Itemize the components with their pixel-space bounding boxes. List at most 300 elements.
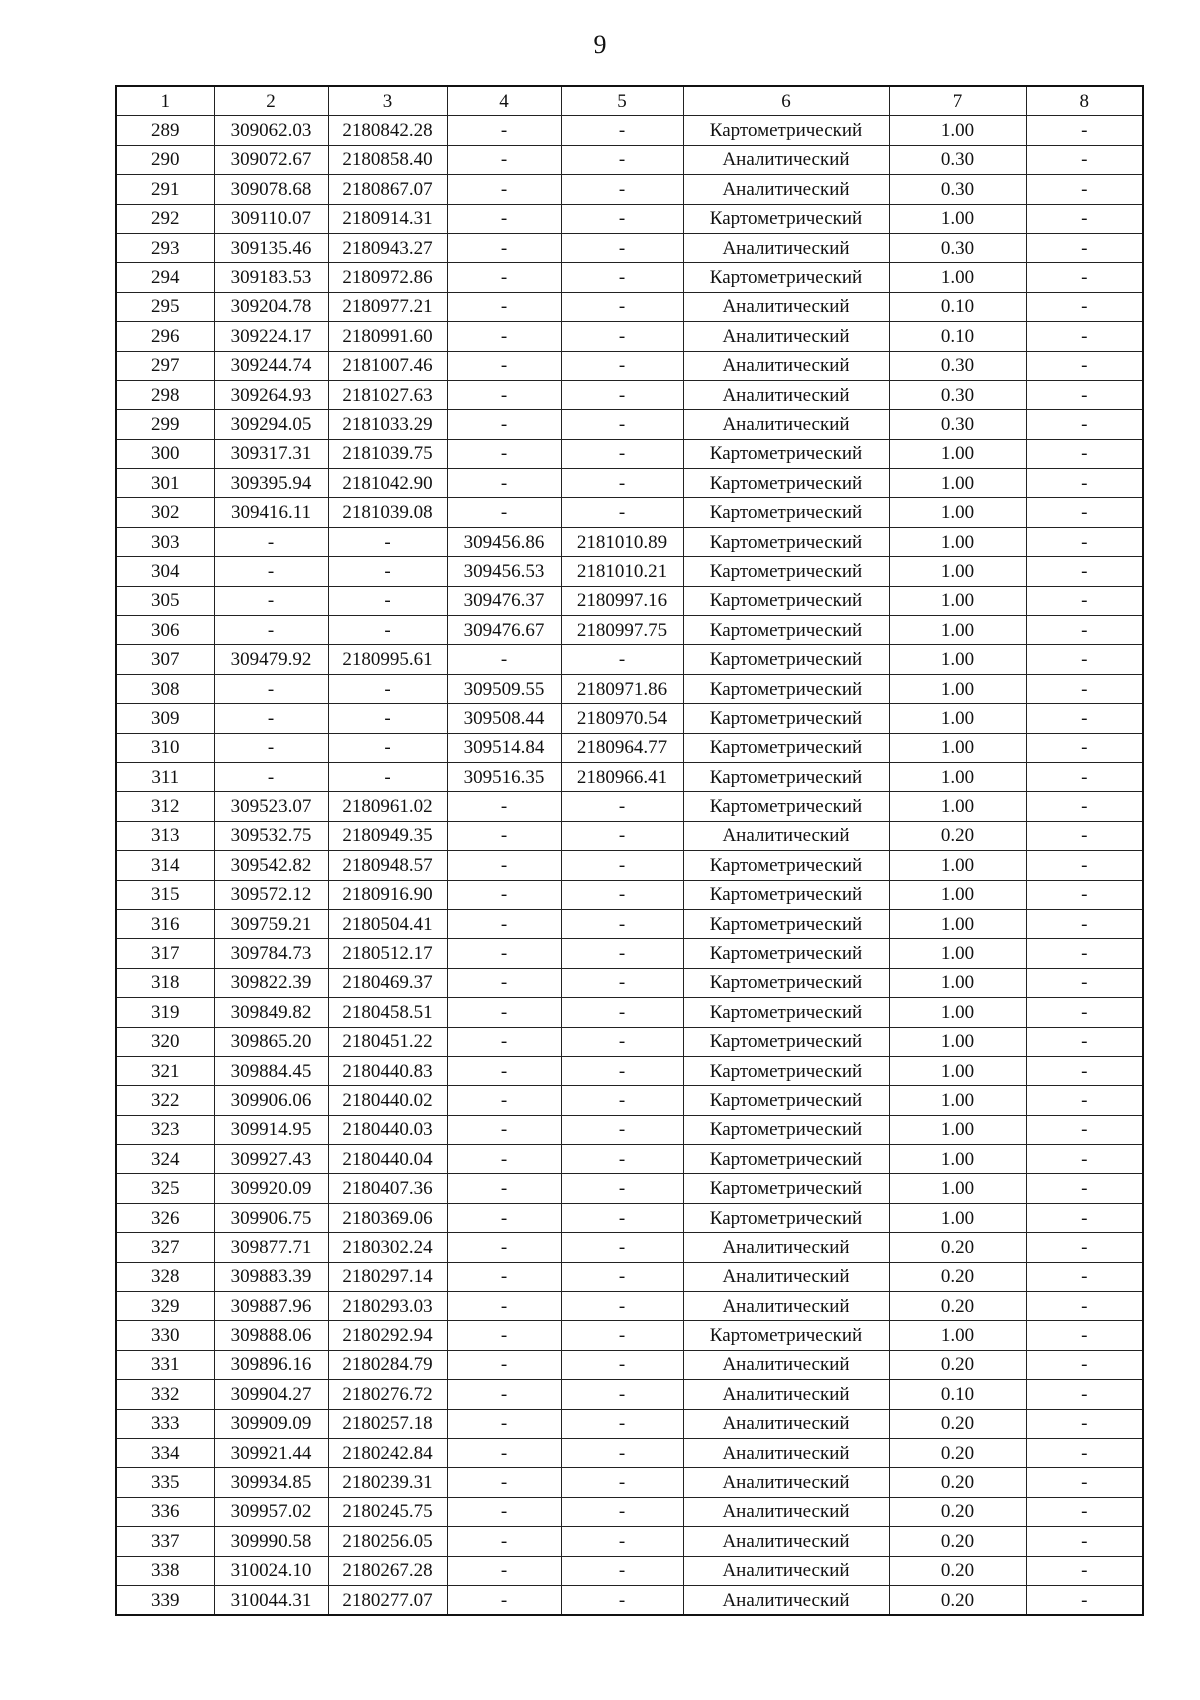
table-cell: 0.30 (889, 233, 1026, 262)
table-cell: 2180970.54 (561, 704, 683, 733)
table-cell: - (447, 821, 561, 850)
table-cell: Картометрический (683, 998, 889, 1027)
table-cell: Аналитический (683, 233, 889, 262)
table-cell: Картометрический (683, 704, 889, 733)
table-cell: - (447, 1056, 561, 1085)
table-cell: - (561, 909, 683, 938)
table-cell: - (1026, 1203, 1143, 1232)
table-cell: - (1026, 704, 1143, 733)
table-cell: - (447, 410, 561, 439)
table-cell: 0.20 (889, 1350, 1026, 1379)
table-cell: - (447, 851, 561, 880)
table-cell: 297 (116, 351, 214, 380)
table-cell: 309906.75 (214, 1203, 328, 1232)
table-row (116, 204, 1143, 233)
table-cell: 322 (116, 1086, 214, 1115)
column-header: 6 (683, 86, 889, 116)
table-cell: 1.00 (889, 527, 1026, 556)
table-row (116, 263, 1143, 292)
table-cell: - (561, 792, 683, 821)
table-cell: Аналитический (683, 1585, 889, 1615)
table-cell: 1.00 (889, 557, 1026, 586)
table-cell: 0.30 (889, 380, 1026, 409)
table-cell: Картометрический (683, 1115, 889, 1144)
table-cell: 2181039.75 (328, 439, 447, 468)
table-row (116, 439, 1143, 468)
table-cell: Аналитический (683, 175, 889, 204)
table-cell: - (447, 263, 561, 292)
table-row (116, 704, 1143, 733)
table-cell: - (1026, 1292, 1143, 1321)
table-cell: 291 (116, 175, 214, 204)
table-cell: 2180284.79 (328, 1350, 447, 1379)
table-cell: 309957.02 (214, 1497, 328, 1526)
table-cell: - (447, 145, 561, 174)
table-cell: 304 (116, 557, 214, 586)
table-cell: 303 (116, 527, 214, 556)
table-cell: - (561, 410, 683, 439)
table-cell: - (447, 1115, 561, 1144)
table-cell: Аналитический (683, 1262, 889, 1291)
table-cell: - (1026, 557, 1143, 586)
table-cell: 1.00 (889, 645, 1026, 674)
table-cell: 2180293.03 (328, 1292, 447, 1321)
table-cell: Аналитический (683, 292, 889, 321)
table-cell: - (561, 1468, 683, 1497)
table-row (116, 1292, 1143, 1321)
table-cell: 309110.07 (214, 204, 328, 233)
table-cell: Картометрический (683, 616, 889, 645)
table-cell: 2180440.83 (328, 1056, 447, 1085)
table-row (116, 880, 1143, 909)
table-cell: - (1026, 1056, 1143, 1085)
table-cell: Аналитический (683, 380, 889, 409)
table-cell: 2180995.61 (328, 645, 447, 674)
table-cell: 2181027.63 (328, 380, 447, 409)
table-cell: 1.00 (889, 204, 1026, 233)
table-cell: 309906.06 (214, 1086, 328, 1115)
table-cell: 2180966.41 (561, 762, 683, 791)
table-cell: 0.30 (889, 175, 1026, 204)
table-cell: - (561, 1409, 683, 1438)
table-cell: - (1026, 674, 1143, 703)
table-cell: 2180267.28 (328, 1556, 447, 1585)
table-cell: 1.00 (889, 1321, 1026, 1350)
table-cell: 325 (116, 1174, 214, 1203)
table-cell: 309078.68 (214, 175, 328, 204)
table-cell: - (1026, 145, 1143, 174)
table-cell: 1.00 (889, 939, 1026, 968)
table-cell: - (561, 1292, 683, 1321)
table-row (116, 1115, 1143, 1144)
table-cell: Аналитический (683, 1556, 889, 1585)
table-cell: 309456.53 (447, 557, 561, 586)
table-cell: 0.10 (889, 322, 1026, 351)
table-cell: Аналитический (683, 1497, 889, 1526)
table-cell: 309572.12 (214, 880, 328, 909)
table-row (116, 145, 1143, 174)
table-cell: 0.30 (889, 145, 1026, 174)
table-cell: 310044.31 (214, 1585, 328, 1615)
table-cell: - (1026, 116, 1143, 145)
table-cell: 309877.71 (214, 1233, 328, 1262)
table-cell: - (447, 1145, 561, 1174)
table-cell: 309317.31 (214, 439, 328, 468)
table-cell: - (447, 204, 561, 233)
table-cell: - (328, 557, 447, 586)
table-cell: - (447, 469, 561, 498)
table-row (116, 351, 1143, 380)
table-cell: - (1026, 175, 1143, 204)
table-cell: - (561, 1027, 683, 1056)
table-cell: 309508.44 (447, 704, 561, 733)
table-cell: - (1026, 233, 1143, 262)
table-cell: 309927.43 (214, 1145, 328, 1174)
table-cell: - (1026, 851, 1143, 880)
table-cell: 2180277.07 (328, 1585, 447, 1615)
table-cell: 309 (116, 704, 214, 733)
table-cell: Картометрический (683, 439, 889, 468)
table-cell: 309509.55 (447, 674, 561, 703)
table-cell: 333 (116, 1409, 214, 1438)
table-cell: 0.20 (889, 1527, 1026, 1556)
table-cell: 293 (116, 233, 214, 262)
table-cell: - (561, 1115, 683, 1144)
table-cell: - (447, 1086, 561, 1115)
table-cell: 0.30 (889, 410, 1026, 439)
table-cell: - (1026, 880, 1143, 909)
table-cell: 2181007.46 (328, 351, 447, 380)
table-row (116, 968, 1143, 997)
table-cell: 1.00 (889, 792, 1026, 821)
table-cell: Картометрический (683, 674, 889, 703)
table-cell: 309904.27 (214, 1380, 328, 1409)
table-cell: 298 (116, 380, 214, 409)
table-cell: - (1026, 1350, 1143, 1379)
table-row (116, 645, 1143, 674)
table-cell: - (561, 145, 683, 174)
table-cell: 301 (116, 469, 214, 498)
table-cell: - (447, 1174, 561, 1203)
table-cell: Картометрический (683, 498, 889, 527)
table-cell: 2180997.16 (561, 586, 683, 615)
table-cell: - (447, 645, 561, 674)
table-cell: 0.20 (889, 1262, 1026, 1291)
table-cell: - (561, 1174, 683, 1203)
table-cell: - (1026, 1115, 1143, 1144)
table-cell: Картометрический (683, 1027, 889, 1056)
table-cell: 1.00 (889, 1056, 1026, 1085)
table-row (116, 469, 1143, 498)
table-cell: Аналитический (683, 1380, 889, 1409)
table-cell: - (561, 1321, 683, 1350)
table-cell: Картометрический (683, 1145, 889, 1174)
column-header: 1 (116, 86, 214, 116)
table-cell: 1.00 (889, 263, 1026, 292)
table-cell: - (1026, 1438, 1143, 1467)
table-cell: Картометрический (683, 557, 889, 586)
coordinates-table (115, 85, 1144, 1616)
table-row (116, 1350, 1143, 1379)
table-row (116, 1321, 1143, 1350)
table-cell: Картометрический (683, 1086, 889, 1115)
table-cell: 309395.94 (214, 469, 328, 498)
table-cell: Картометрический (683, 851, 889, 880)
table-cell: - (1026, 1497, 1143, 1526)
column-header: 5 (561, 86, 683, 116)
table-cell: 2180948.57 (328, 851, 447, 880)
table-cell: 2180292.94 (328, 1321, 447, 1350)
table-cell: - (328, 674, 447, 703)
table-cell: - (447, 968, 561, 997)
table-cell: 1.00 (889, 1203, 1026, 1232)
table-cell: Аналитический (683, 1350, 889, 1379)
table-cell: 309456.86 (447, 527, 561, 556)
table-cell: - (328, 586, 447, 615)
table-cell: - (447, 1292, 561, 1321)
table-cell: 2180440.04 (328, 1145, 447, 1174)
table-cell: 309294.05 (214, 410, 328, 439)
table-cell: - (1026, 1527, 1143, 1556)
table-cell: 311 (116, 762, 214, 791)
table-cell: - (447, 322, 561, 351)
table-row (116, 116, 1143, 145)
table-cell: 309264.93 (214, 380, 328, 409)
table-cell: - (561, 851, 683, 880)
table-row (116, 1203, 1143, 1232)
table-cell: - (447, 439, 561, 468)
table-cell: 296 (116, 322, 214, 351)
table-cell: - (1026, 1380, 1143, 1409)
table-body (116, 116, 1143, 1615)
table-cell: 309479.92 (214, 645, 328, 674)
table-cell: - (447, 351, 561, 380)
table-cell: - (561, 175, 683, 204)
table-cell: 309849.82 (214, 998, 328, 1027)
table-cell: 327 (116, 1233, 214, 1262)
table-cell: Картометрический (683, 263, 889, 292)
table-cell: - (447, 939, 561, 968)
table-cell: 1.00 (889, 968, 1026, 997)
table-cell: Картометрический (683, 1321, 889, 1350)
table-cell: 308 (116, 674, 214, 703)
table-cell: - (447, 1497, 561, 1526)
table-cell: 309888.06 (214, 1321, 328, 1350)
table-cell: - (1026, 1409, 1143, 1438)
table-cell: 2180977.21 (328, 292, 447, 321)
table-cell: 324 (116, 1145, 214, 1174)
table-cell: - (447, 1527, 561, 1556)
table-cell: 312 (116, 792, 214, 821)
table-cell: 289 (116, 116, 214, 145)
table-cell: Картометрический (683, 586, 889, 615)
table-cell: Картометрический (683, 204, 889, 233)
table-cell: - (561, 1438, 683, 1467)
table-cell: 2180914.31 (328, 204, 447, 233)
table-cell: 2180242.84 (328, 1438, 447, 1467)
table-cell: 290 (116, 145, 214, 174)
page-number: 9 (593, 30, 607, 59)
table-row (116, 1497, 1143, 1526)
table-row (116, 909, 1143, 938)
table-cell: 320 (116, 1027, 214, 1056)
table-cell: - (447, 1027, 561, 1056)
table-cell: Картометрический (683, 116, 889, 145)
table-row (116, 821, 1143, 850)
table-cell: - (214, 674, 328, 703)
table-cell: 309914.95 (214, 1115, 328, 1144)
table-cell: - (561, 263, 683, 292)
table-cell: 337 (116, 1527, 214, 1556)
table-cell: - (447, 909, 561, 938)
table-cell: 309883.39 (214, 1262, 328, 1291)
table-row (116, 762, 1143, 791)
table-cell: 0.20 (889, 821, 1026, 850)
table-cell: - (447, 1262, 561, 1291)
table-cell: 309887.96 (214, 1292, 328, 1321)
table-cell: 1.00 (889, 586, 1026, 615)
table-row (116, 380, 1143, 409)
table-cell: 309523.07 (214, 792, 328, 821)
table-cell: 0.20 (889, 1585, 1026, 1615)
table-cell: - (1026, 586, 1143, 615)
table-cell: 0.20 (889, 1409, 1026, 1438)
table-cell: Картометрический (683, 880, 889, 909)
table-cell: 1.00 (889, 1086, 1026, 1115)
table-cell: - (561, 998, 683, 1027)
table-cell: 309921.44 (214, 1438, 328, 1467)
table-cell: Аналитический (683, 145, 889, 174)
table-row (116, 1438, 1143, 1467)
table-cell: 292 (116, 204, 214, 233)
table-row (116, 1380, 1143, 1409)
table-row (116, 1086, 1143, 1115)
table-cell: - (1026, 1556, 1143, 1585)
table-cell: - (561, 439, 683, 468)
table-cell: Картометрический (683, 645, 889, 674)
table-cell: 309244.74 (214, 351, 328, 380)
table-cell: 319 (116, 998, 214, 1027)
table-cell: - (447, 1203, 561, 1232)
table-cell: 2180504.41 (328, 909, 447, 938)
table-row (116, 322, 1143, 351)
table-row (116, 586, 1143, 615)
table-cell: 331 (116, 1350, 214, 1379)
table-cell: - (1026, 263, 1143, 292)
table-cell: 309224.17 (214, 322, 328, 351)
table-cell: Картометрический (683, 909, 889, 938)
table-cell: 2180458.51 (328, 998, 447, 1027)
table-row (116, 1233, 1143, 1262)
table-cell: 1.00 (889, 704, 1026, 733)
table-cell: 2180469.37 (328, 968, 447, 997)
table-cell: 1.00 (889, 1145, 1026, 1174)
table-cell: Картометрический (683, 527, 889, 556)
table-cell: - (1026, 292, 1143, 321)
table-cell: 2180297.14 (328, 1262, 447, 1291)
table-cell: - (447, 1350, 561, 1379)
column-header: 2 (214, 86, 328, 116)
table-cell: 318 (116, 968, 214, 997)
table-cell: 309934.85 (214, 1468, 328, 1497)
table-cell: - (561, 1233, 683, 1262)
table-cell: - (561, 1380, 683, 1409)
table-cell: Картометрический (683, 968, 889, 997)
table-cell: - (1026, 733, 1143, 762)
table-cell: - (561, 116, 683, 145)
table-cell: 2180512.17 (328, 939, 447, 968)
table-cell: Картометрический (683, 792, 889, 821)
table-cell: 305 (116, 586, 214, 615)
table-cell: 309542.82 (214, 851, 328, 880)
table-cell: Аналитический (683, 821, 889, 850)
table-cell: 309884.45 (214, 1056, 328, 1085)
table-cell: 309990.58 (214, 1527, 328, 1556)
table-cell: - (561, 498, 683, 527)
table-cell: - (1026, 498, 1143, 527)
table-cell: - (447, 1468, 561, 1497)
table-cell: 309759.21 (214, 909, 328, 938)
table-cell: - (447, 1409, 561, 1438)
table-cell: Картометрический (683, 469, 889, 498)
table-cell: - (447, 1321, 561, 1350)
table-cell: 2180991.60 (328, 322, 447, 351)
table-cell: 309822.39 (214, 968, 328, 997)
table-cell: 1.00 (889, 909, 1026, 938)
table-cell: - (561, 1527, 683, 1556)
table-cell: - (1026, 439, 1143, 468)
table-cell: - (214, 557, 328, 586)
table-cell: - (1026, 1468, 1143, 1497)
table-cell: - (561, 1497, 683, 1526)
table-cell: 309514.84 (447, 733, 561, 762)
table-cell: 299 (116, 410, 214, 439)
table-cell: 2181042.90 (328, 469, 447, 498)
table-cell: 2180440.02 (328, 1086, 447, 1115)
table-cell: 315 (116, 880, 214, 909)
table-cell: 2180302.24 (328, 1233, 447, 1262)
table-cell: Картометрический (683, 1203, 889, 1232)
table-row (116, 557, 1143, 586)
table-cell: 2180964.77 (561, 733, 683, 762)
table-cell: - (447, 292, 561, 321)
table-cell: - (328, 762, 447, 791)
table-cell: 328 (116, 1262, 214, 1291)
table-cell: 323 (116, 1115, 214, 1144)
table-cell: - (561, 821, 683, 850)
table-cell: 309062.03 (214, 116, 328, 145)
table-row (116, 1585, 1143, 1615)
table-cell: 0.10 (889, 1380, 1026, 1409)
table-cell: 0.20 (889, 1438, 1026, 1467)
table-cell: 309072.67 (214, 145, 328, 174)
table-cell: - (214, 527, 328, 556)
table-cell: - (447, 792, 561, 821)
table-cell: - (561, 939, 683, 968)
table-cell: 309532.75 (214, 821, 328, 850)
table-row (116, 939, 1143, 968)
table-row (116, 410, 1143, 439)
table-cell: 326 (116, 1203, 214, 1232)
table-row (116, 616, 1143, 645)
table-cell: 1.00 (889, 116, 1026, 145)
table-cell: - (1026, 1174, 1143, 1203)
table-cell: 300 (116, 439, 214, 468)
table-cell: 0.30 (889, 351, 1026, 380)
table-cell: 2181010.21 (561, 557, 683, 586)
table-row (116, 1027, 1143, 1056)
table-cell: - (1026, 527, 1143, 556)
